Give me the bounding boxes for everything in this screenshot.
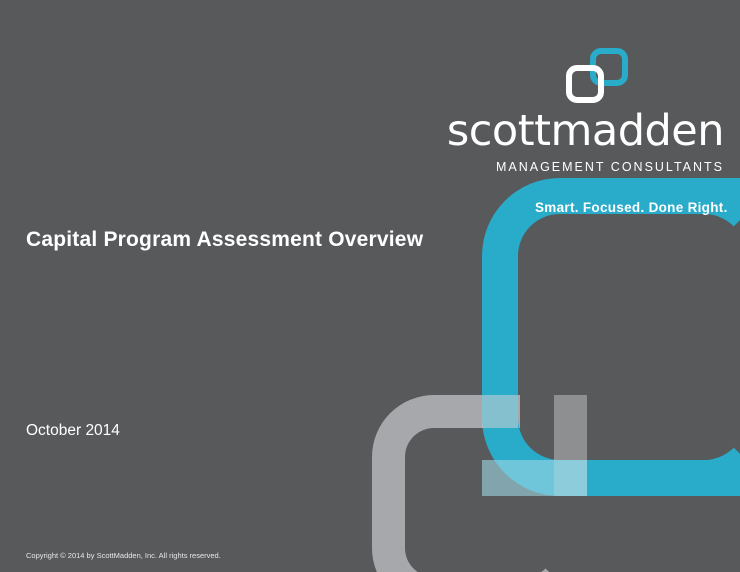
logo-wordmark: scottmadden [446, 106, 724, 156]
slide-date: October 2014 [26, 422, 120, 439]
teal-shape-bottom-extension [690, 460, 740, 496]
copyright-notice: Copyright © 2014 by ScottMadden, Inc. All rights reserved. [26, 551, 221, 560]
shape-overlap-highlight [482, 460, 587, 496]
page-title: Capital Program Assessment Overview [26, 228, 424, 251]
logo-tagline: MANAGEMENT CONSULTANTS [495, 160, 724, 174]
shape-overlap-highlight [482, 395, 518, 428]
teal-rounded-c-shape-icon [482, 178, 740, 496]
logo-square-white-icon [566, 65, 604, 103]
company-logo [404, 48, 724, 174]
company-slogan: Smart. Focused. Done Right. [535, 200, 728, 215]
scottmadden-logo-mark-icon [566, 48, 628, 104]
